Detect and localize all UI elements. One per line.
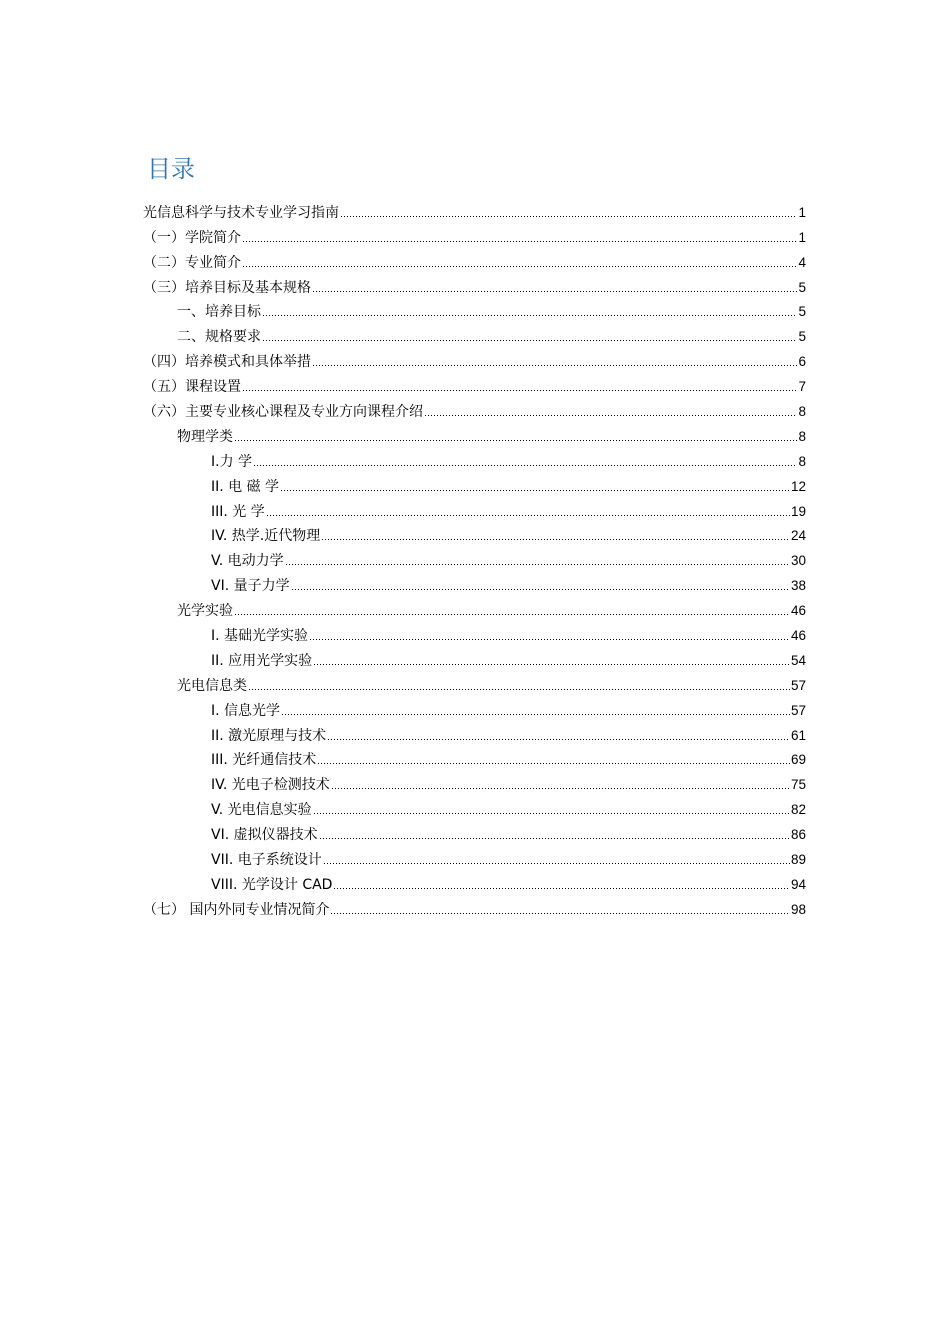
- toc-entry[interactable]: [143, 272, 806, 297]
- toc-dot-leader: [248, 688, 790, 691]
- toc-entry-label: I. 信息光学: [211, 702, 281, 719]
- toc-dot-leader: [234, 613, 790, 616]
- toc-title: 目录: [147, 155, 195, 183]
- toc-entry-page-number: 5: [798, 329, 806, 345]
- toc-list: [143, 197, 806, 919]
- toc-entry-page-number: 94: [790, 876, 806, 892]
- toc-entry[interactable]: [143, 769, 806, 794]
- toc-entry[interactable]: [143, 197, 806, 222]
- toc-dot-leader: [313, 663, 790, 666]
- toc-entry[interactable]: [143, 570, 806, 595]
- toc-entry-page-number: 24: [790, 528, 806, 544]
- toc-entry-label: （四）培养模式和具体举措: [143, 354, 311, 371]
- toc-dot-leader: [424, 414, 797, 417]
- toc-entry-label: 光电信息类: [177, 677, 247, 694]
- toc-dot-leader: [281, 713, 790, 716]
- toc-entry-page-number: 46: [790, 628, 806, 644]
- toc-entry[interactable]: [143, 844, 806, 869]
- toc-entry[interactable]: [143, 645, 806, 670]
- toc-entry-page-number: 98: [790, 901, 806, 917]
- toc-entry-page-number: 89: [790, 852, 806, 868]
- toc-dot-leader: [312, 364, 797, 367]
- toc-dot-leader: [312, 290, 797, 293]
- toc-dot-leader: [242, 389, 797, 392]
- toc-entry-label: III. 光纤通信技术: [211, 752, 317, 769]
- toc-entry[interactable]: [143, 222, 806, 247]
- toc-entry-page-number: 46: [790, 603, 806, 619]
- toc-entry-page-number: 75: [790, 777, 806, 793]
- toc-dot-leader: [285, 563, 790, 566]
- toc-entry-label: I. 基础光学实验: [211, 628, 309, 645]
- toc-dot-leader: [327, 738, 790, 741]
- toc-dot-leader: [330, 912, 790, 915]
- toc-entry-page-number: 1: [798, 229, 806, 245]
- toc-entry-label: VI. 量子力学: [211, 578, 290, 595]
- toc-entry-page-number: 57: [790, 702, 806, 718]
- toc-entry[interactable]: [143, 794, 806, 819]
- toc-entry-label: （七） 国内外同专业情况简介: [143, 901, 330, 918]
- toc-entry-label: 光信息科学与技术专业学习指南: [143, 204, 339, 221]
- toc-entry-page-number: 4: [798, 254, 806, 270]
- toc-entry[interactable]: [143, 521, 806, 546]
- toc-entry-label: VII. 电子系统设计: [211, 852, 322, 869]
- toc-entry-page-number: 6: [798, 354, 806, 370]
- toc-entry-label: 物理学类: [177, 428, 233, 445]
- toc-entry-label: VIII. 光学设计 CAD: [211, 876, 333, 893]
- toc-entry[interactable]: [143, 421, 806, 446]
- toc-entry-label: II. 电 磁 学: [211, 478, 280, 495]
- toc-entry[interactable]: [143, 371, 806, 396]
- toc-entry-page-number: 86: [790, 827, 806, 843]
- toc-entry[interactable]: [143, 297, 806, 322]
- toc-entry-page-number: 30: [790, 553, 806, 569]
- toc-entry[interactable]: [143, 321, 806, 346]
- toc-entry-page-number: 1: [798, 204, 806, 220]
- toc-entry[interactable]: [143, 869, 806, 894]
- toc-entry-page-number: 8: [798, 428, 806, 444]
- toc-dot-leader: [280, 489, 790, 492]
- toc-entry-page-number: 57: [790, 677, 806, 693]
- toc-entry[interactable]: [143, 545, 806, 570]
- toc-entry-label: （三）培养目标及基本规格: [143, 279, 311, 296]
- toc-entry[interactable]: [143, 819, 806, 844]
- toc-dot-leader: [266, 514, 790, 517]
- toc-dot-leader: [333, 887, 790, 890]
- toc-entry[interactable]: [143, 396, 806, 421]
- toc-entry-page-number: 7: [798, 379, 806, 395]
- toc-entry-page-number: 12: [790, 478, 806, 494]
- toc-dot-leader: [313, 812, 790, 815]
- toc-entry-page-number: 82: [790, 802, 806, 818]
- toc-entry[interactable]: [143, 695, 806, 720]
- toc-entry-page-number: 69: [790, 752, 806, 768]
- toc-entry-label: V. 光电信息实验: [211, 802, 312, 819]
- toc-entry-page-number: 5: [798, 304, 806, 320]
- toc-entry-label: 一、培养目标: [177, 304, 261, 321]
- toc-entry-label: III. 光 学: [211, 503, 265, 520]
- toc-entry-label: （六）主要专业核心课程及专业方向课程介绍: [143, 404, 423, 421]
- toc-entry[interactable]: [143, 496, 806, 521]
- toc-entry-page-number: 8: [798, 453, 806, 469]
- toc-entry-page-number: 54: [790, 652, 806, 668]
- toc-entry[interactable]: [143, 247, 806, 272]
- toc-dot-leader: [262, 339, 797, 342]
- toc-dot-leader: [242, 265, 797, 268]
- toc-entry-label: 二、规格要求: [177, 329, 261, 346]
- toc-entry-page-number: 8: [798, 404, 806, 420]
- toc-entry-page-number: 19: [790, 503, 806, 519]
- toc-entry[interactable]: [143, 346, 806, 371]
- toc-entry-label: II. 应用光学实验: [211, 652, 313, 669]
- toc-entry[interactable]: [143, 720, 806, 745]
- toc-entry-label: V. 电动力学: [211, 553, 284, 570]
- toc-entry[interactable]: [143, 471, 806, 496]
- toc-entry-page-number: 61: [790, 727, 806, 743]
- toc-entry-label: 光学实验: [177, 603, 233, 620]
- toc-entry[interactable]: [143, 595, 806, 620]
- toc-entry-label: （五）课程设置: [143, 379, 241, 396]
- toc-dot-leader: [309, 638, 790, 641]
- toc-entry-label: （二）专业简介: [143, 254, 241, 271]
- toc-entry[interactable]: [143, 620, 806, 645]
- toc-dot-leader: [319, 837, 790, 840]
- toc-dot-leader: [234, 439, 797, 442]
- toc-entry[interactable]: [143, 446, 806, 471]
- toc-entry[interactable]: [143, 745, 806, 770]
- toc-entry-page-number: 38: [790, 578, 806, 594]
- toc-dot-leader: [340, 215, 797, 218]
- toc-dot-leader: [321, 538, 790, 541]
- toc-entry-label: VI. 虚拟仪器技术: [211, 827, 318, 844]
- toc-dot-leader: [291, 588, 790, 591]
- toc-entry-label: I.力 学: [211, 453, 253, 470]
- toc-dot-leader: [323, 862, 790, 865]
- toc-entry-label: II. 激光原理与技术: [211, 727, 327, 744]
- toc-dot-leader: [253, 464, 797, 467]
- toc-dot-leader: [317, 762, 790, 765]
- toc-dot-leader: [331, 787, 790, 790]
- toc-entry-label: （一）学院简介: [143, 229, 241, 246]
- toc-entry-label: IV. 光电子检测技术: [211, 777, 330, 794]
- toc-entry[interactable]: [143, 894, 806, 919]
- toc-entry-page-number: 5: [798, 279, 806, 295]
- toc-dot-leader: [262, 314, 797, 317]
- toc-dot-leader: [242, 240, 797, 243]
- toc-entry[interactable]: [143, 670, 806, 695]
- toc-entry-label: IV. 热学.近代物理: [211, 528, 321, 545]
